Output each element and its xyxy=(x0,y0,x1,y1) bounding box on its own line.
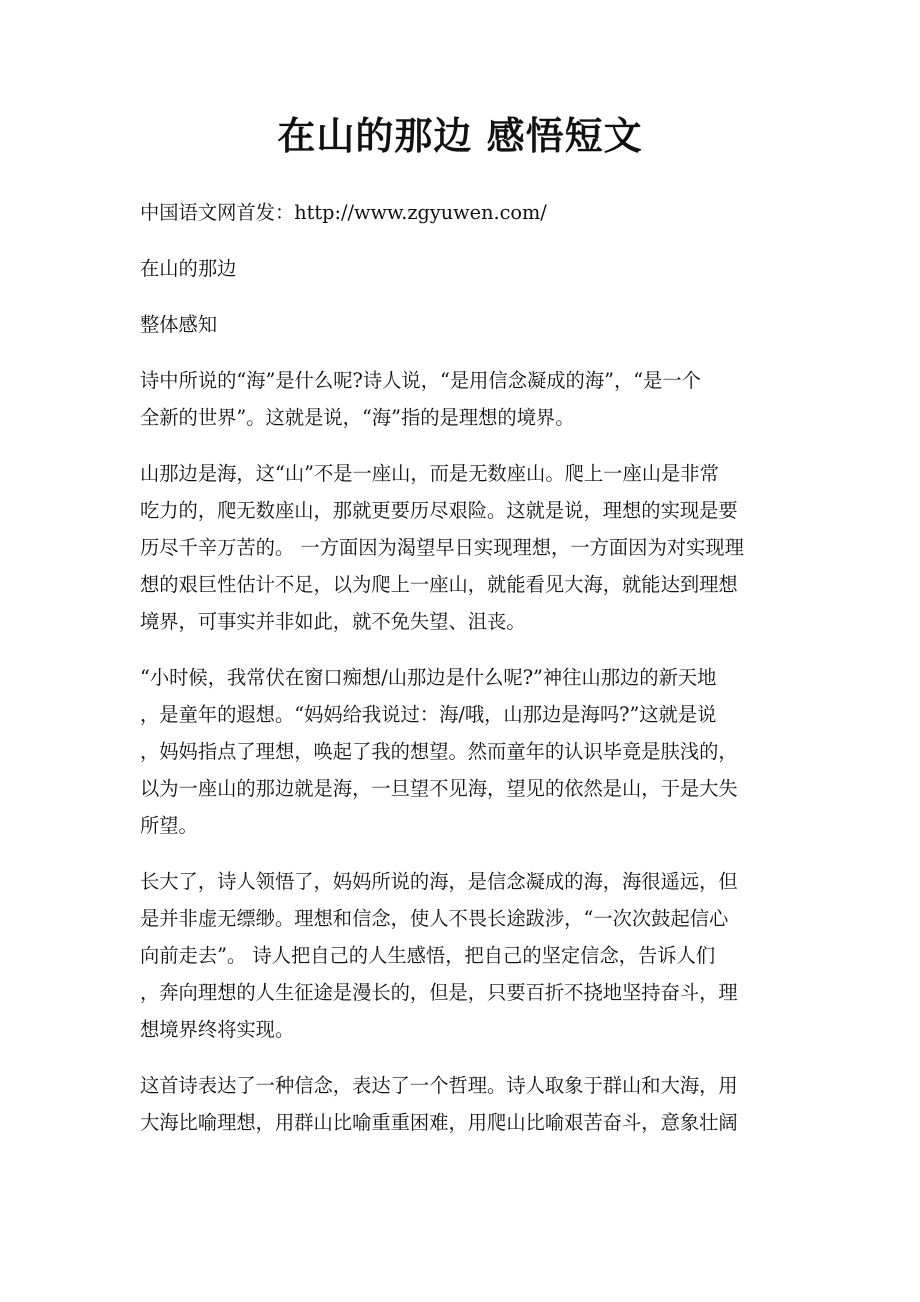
text-line: 整体感知 xyxy=(140,313,218,336)
text-line: 境界，可事实并非如此，就不免失望、沮丧。 xyxy=(140,610,526,633)
paragraph-1 xyxy=(140,362,783,436)
text-line: ，是童年的遐想。“妈妈给我说过：海/哦，山那边是海吗?”这就是说 xyxy=(140,703,717,726)
text-line: 大海比喻理想，用群山比喻重重困难，用爬山比喻艰苦奋斗，意象壮阔 xyxy=(140,1111,738,1134)
text-line: 在山的那边 xyxy=(140,257,237,280)
text-line: 诗中所说的“海”是什么呢?诗人说，“是用信念凝成的海”，“是一个 xyxy=(140,369,701,392)
source-line xyxy=(140,194,783,231)
text-line: “小时候，我常伏在窗口痴想/山那边是什么呢?”神往山那边的新天地 xyxy=(140,666,717,689)
section-heading xyxy=(140,306,783,343)
text-line: 山那边是海，这“山”不是一座山，而是无数座山。爬上一座山是非常 xyxy=(140,462,719,485)
paragraph-4 xyxy=(140,863,783,1048)
text-line: 长大了，诗人领悟了，妈妈所说的海，是信念凝成的海，海很遥远，但 xyxy=(140,870,738,893)
text-line: 想的艰巨性估计不足，以为爬上一座山，就能看见大海，就能达到理想 xyxy=(140,573,738,596)
text-line: 全新的世界”。这就是说，“海”指的是理想的境界。 xyxy=(140,406,575,429)
text-line: ，妈妈指点了理想，唤起了我的想望。然而童年的认识毕竟是肤浅的， xyxy=(140,740,738,763)
text-line: 所望。 xyxy=(140,814,198,837)
text-line: 想境界终将实现。 xyxy=(140,1018,295,1041)
text-line: 历尽千辛万苦的。 一方面因为渴望早日实现理想，一方面因为对实现理 xyxy=(140,536,744,559)
text-line: 以为一座山的那边就是海，一旦望不见海，望见的依然是山，于是大失 xyxy=(140,777,738,800)
poem-title-line xyxy=(140,250,783,287)
paragraph-5 xyxy=(140,1067,783,1141)
text-line: 这首诗表达了一种信念，表达了一个哲理。诗人取象于群山和大海，用 xyxy=(140,1074,738,1097)
text-line: 中国语文网首发：http://www.zgyuwen.com/ xyxy=(140,201,547,224)
text-line: ，奔向理想的人生征途是漫长的，但是，只要百折不挠地坚持奋斗，理 xyxy=(140,981,738,1004)
document-body xyxy=(140,194,783,1160)
document-title: 在山的那边 感悟短文 xyxy=(277,113,643,158)
text-line: 是并非虚无缥缈。理想和信念，使人不畏长途跋涉，“一次次鼓起信心 xyxy=(140,907,729,930)
paragraph-2 xyxy=(140,455,783,640)
paragraph-3 xyxy=(140,659,783,844)
text-line: 吃力的，爬无数座山，那就更要历尽艰险。这就是说，理想的实现是要 xyxy=(140,499,738,522)
text-line: 向前走去”。 诗人把自己的人生感悟，把自己的坚定信念，告诉人们 xyxy=(140,944,716,967)
